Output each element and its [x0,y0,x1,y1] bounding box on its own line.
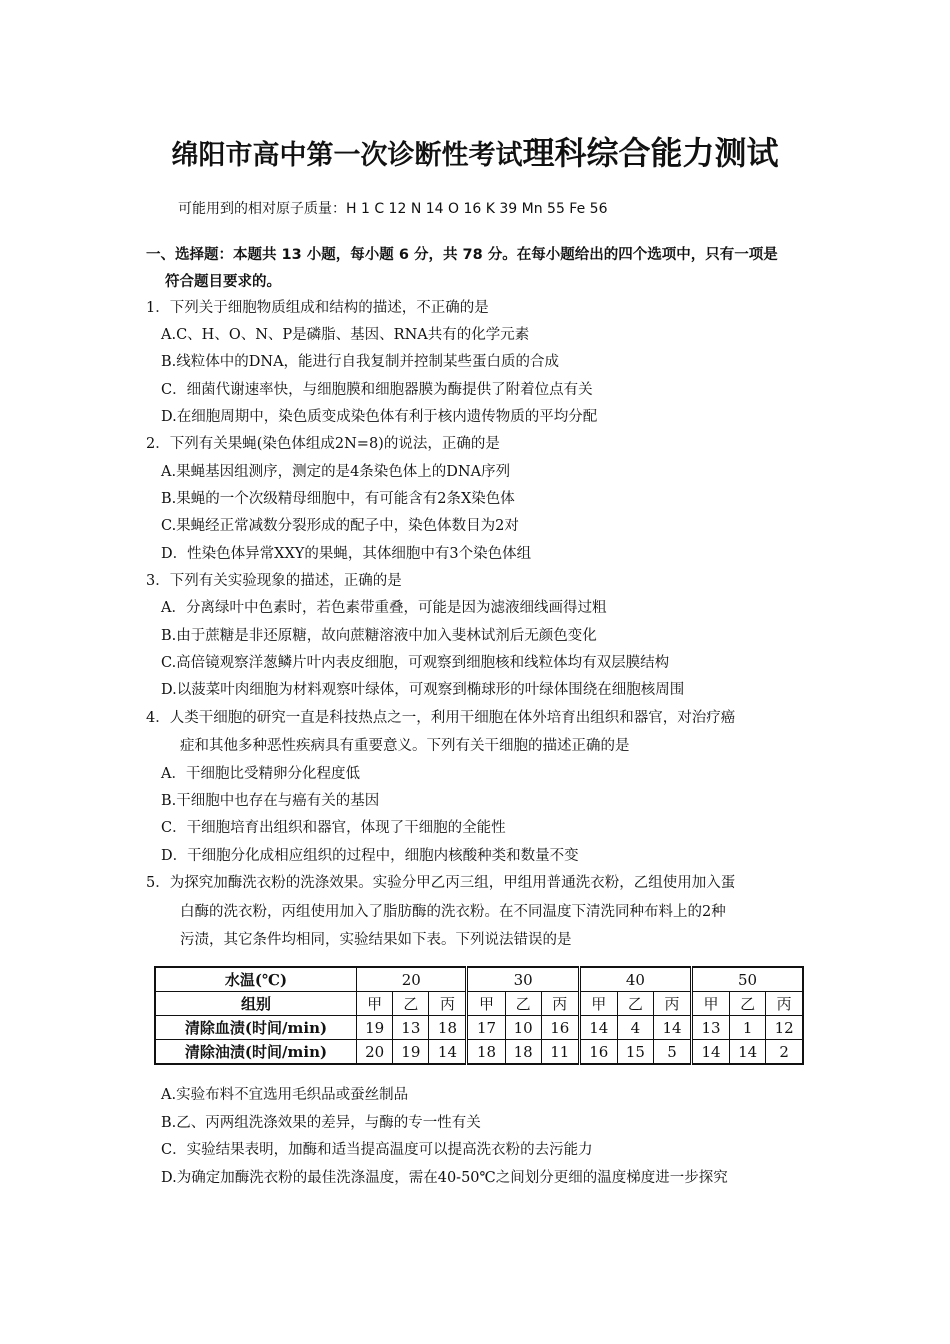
table-cell: 5 [654,1040,692,1065]
temp-header: 水温(℃) [155,967,357,992]
group-cell: 丙 [654,992,692,1016]
table-cell: 14 [692,1040,730,1065]
section-line1: 一、选择题：本题共 13 小题，每小题 6 分，共 78 分。在每小题给出的四个选项中，只有一项是 [146,247,778,263]
section-line2: 符合题目要求的。 [165,274,281,290]
table-cell: 14 [654,1016,692,1040]
q5-stem-line1: 5．为探究加酶洗衣粉的洗涤效果。实验分甲乙丙三组，甲组用普通洗衣粉，乙组使用加入蛋 [146,875,736,891]
q2-option-b: B.果蝇的一个次级精母细胞中，有可能含有2条X染色体 [161,491,515,507]
q3-option-b: B.由于蔗糖是非还原糖，故向蔗糖溶液中加入斐林试剂后无颜色变化 [161,628,597,644]
q1-option-d: D.在细胞周期中，染色质变成染色体有利于核内遗传物质的平均分配 [161,409,598,425]
row-label: 清除血渍(时间/min) [155,1016,357,1040]
q3-option-c: C.高倍镜观察洋葱鳞片叶内表皮细胞，可观察到细胞核和线粒体均有双层膜结构 [161,655,670,671]
temp-cell: 20 [357,967,467,992]
q5-option-b: B.乙、丙两组洗涤效果的差异，与酶的专一性有关 [161,1115,481,1131]
table-cell: 17 [467,1016,505,1040]
q4-option-c: C．干细胞培育出组织和器官，体现了干细胞的全能性 [161,820,506,836]
table-row [155,1016,803,1040]
table-cell: 4 [617,1016,653,1040]
q5-stem-line3: 污渍，其它条件均相同，实验结果如下表。下列说法错误的是 [180,932,572,948]
group-header: 组别 [155,992,357,1016]
table-row [155,992,803,1016]
temp-cell: 50 [692,967,803,992]
table-cell: 18 [467,1040,505,1065]
group-cell: 甲 [692,992,730,1016]
page-title [0,128,950,174]
group-cell: 乙 [393,992,429,1016]
table-cell: 20 [357,1040,393,1065]
temp-cell: 40 [579,967,691,992]
table-cell: 14 [429,1040,467,1065]
table-cell: 19 [393,1040,429,1065]
q4-stem-line2: 症和其他多种恶性疾病具有重要意义。下列有关干细胞的描述正确的是 [180,738,630,754]
table-row [155,1040,803,1065]
group-cell: 乙 [505,992,541,1016]
table-cell: 13 [393,1016,429,1040]
q3-option-d: D.以菠菜叶肉细胞为材料观察叶绿体，可观察到椭球形的叶绿体围绕在细胞核周围 [161,682,685,698]
title-part1: 绵阳市高中第一次诊断性考试 [171,140,523,171]
q1-option-b: B.线粒体中的DNA，能进行自我复制并控制某些蛋白质的合成 [161,354,560,370]
group-cell: 乙 [730,992,766,1016]
group-cell: 甲 [357,992,393,1016]
q1-option-a: A.C、H、O、N、P是磷脂、基因、RNA共有的化学元素 [161,327,530,343]
q1-stem: 1．下列关于细胞物质组成和结构的描述，不正确的是 [146,300,489,316]
table-cell: 14 [730,1040,766,1065]
table-cell: 14 [579,1016,617,1040]
group-cell: 丙 [429,992,467,1016]
table-cell: 18 [429,1016,467,1040]
q4-option-a: A．干细胞比受精卵分化程度低 [161,766,360,782]
table-cell: 12 [766,1016,803,1040]
group-cell: 丙 [766,992,803,1016]
q5-option-a: A.实验布料不宜选用毛织品或蚕丝制品 [161,1087,409,1103]
q2-option-d: D．性染色体异常XXY的果蝇，其体细胞中有3个染色体组 [161,546,532,562]
group-cell: 丙 [541,992,579,1016]
row-label: 清除油渍(时间/min) [155,1040,357,1065]
q2-option-a: A.果蝇基因组测序，测定的是4条染色体上的DNA序列 [161,464,511,480]
q1-option-c: C．细菌代谢速率快，与细胞膜和细胞器膜为酶提供了附着位点有关 [161,382,593,398]
atomic-masses: 可能用到的相对原子质量：H 1 C 12 N 14 O 16 K 39 Mn 55 Fe 56 [178,201,608,217]
q2-stem: 2．下列有关果蝇(染色体组成2N=8)的说法，正确的是 [146,436,500,452]
table-row [155,967,803,992]
table-cell: 16 [579,1040,617,1065]
section-heading [146,242,811,296]
temp-cell: 30 [467,967,579,992]
title-part2: 理科综合能力测试 [522,134,779,172]
q4-stem-line1: 4．人类干细胞的研究一直是科技热点之一，利用干细胞在体外培育出组织和器官，对治疗癌 [146,710,736,726]
q5-stem-line2: 白酶的洗衣粉，丙组使用加入了脂肪酶的洗衣粉。在不同温度下清洗同种布料上的2种 [180,904,726,920]
table-cell: 13 [692,1016,730,1040]
table-cell: 16 [541,1016,579,1040]
results-table [154,966,804,1065]
q4-option-b: B.干细胞中也存在与癌有关的基因 [161,793,380,809]
group-cell: 乙 [617,992,653,1016]
q5-option-d: D.为确定加酶洗衣粉的最佳洗涤温度，需在40-50℃之间划分更细的温度梯度进一步探究 [161,1170,728,1186]
table-cell: 11 [541,1040,579,1065]
q3-option-a: A．分离绿叶中色素时，若色素带重叠，可能是因为滤液细线画得过粗 [161,600,607,616]
table-cell: 2 [766,1040,803,1065]
q2-option-c: C.果蝇经正常减数分裂形成的配子中，染色体数目为2对 [161,518,519,534]
q5-option-c: C．实验结果表明，加酶和适当提高温度可以提高洗衣粉的去污能力 [161,1142,593,1158]
table-cell: 18 [505,1040,541,1065]
group-cell: 甲 [467,992,505,1016]
table-cell: 10 [505,1016,541,1040]
q4-option-d: D．干细胞分化成相应组织的过程中，细胞内核酸种类和数量不变 [161,848,579,864]
group-cell: 甲 [579,992,617,1016]
table-cell: 1 [730,1016,766,1040]
table-cell: 15 [617,1040,653,1065]
table-cell: 19 [357,1016,393,1040]
q3-stem: 3．下列有关实验现象的描述，正确的是 [146,573,402,589]
